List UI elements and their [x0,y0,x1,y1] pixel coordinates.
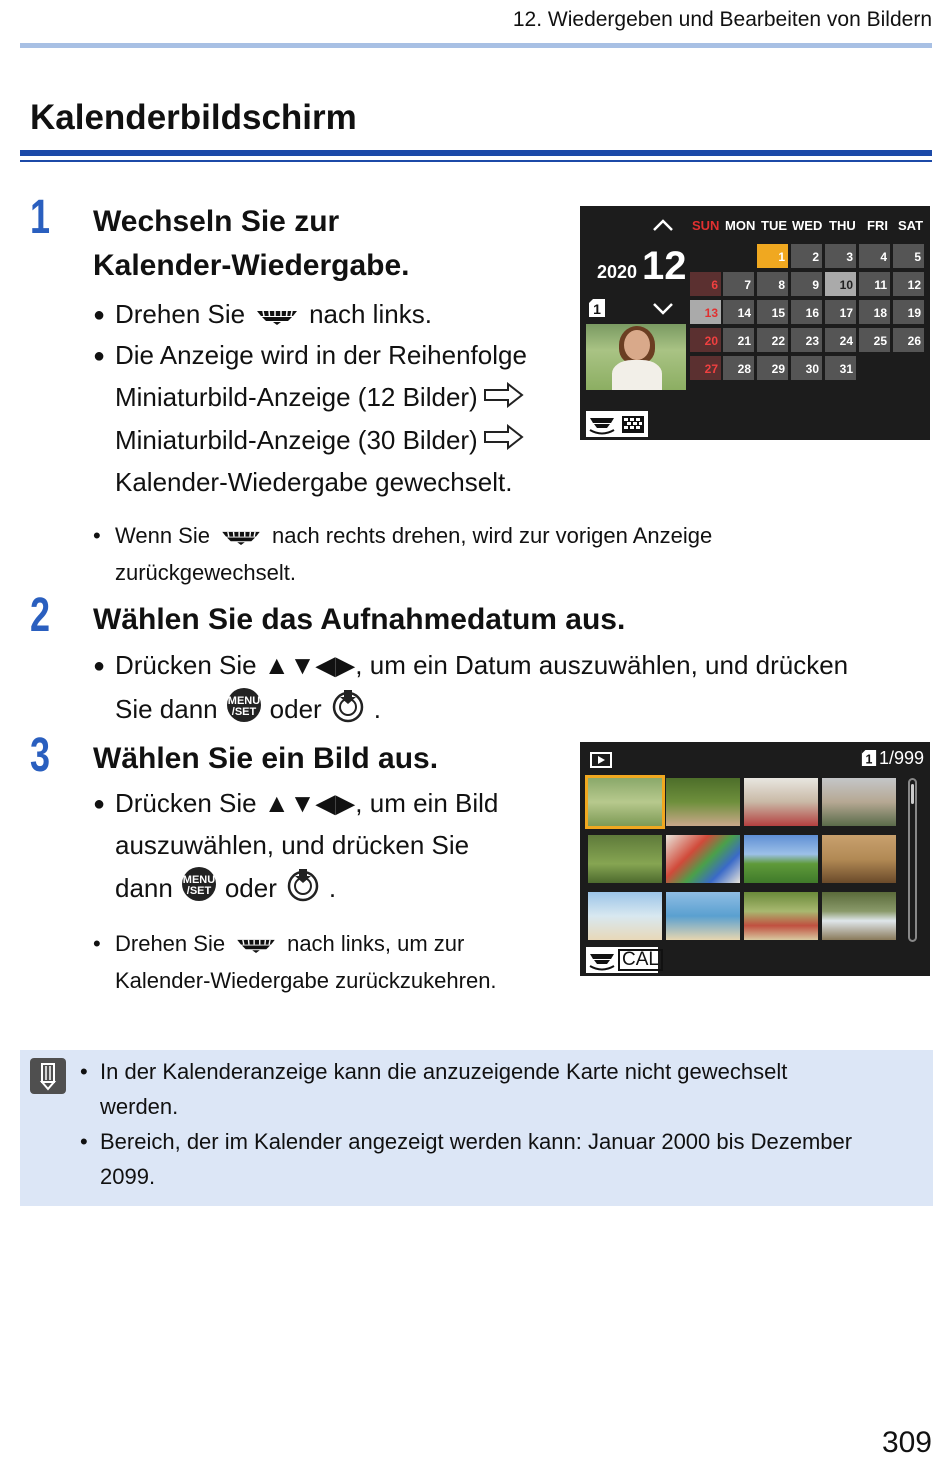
step-1-b1-post: nach links. [309,299,432,329]
calendar-preview-photo [586,324,686,390]
calendar-day-10[interactable]: 10 [825,272,856,296]
calendar-screen [580,206,930,440]
calendar-day-18[interactable]: 18 [859,300,890,324]
calendar-empty-cell [723,244,754,268]
weekday-wed: WED [792,218,823,233]
thumbnail-mode-bar [586,947,658,973]
thumbnail-11[interactable] [744,892,818,940]
calendar-day-2[interactable]: 2 [791,244,822,268]
calendar-day-12[interactable]: 12 [893,272,924,296]
calendar-year: 2020 [597,262,638,282]
step-1-bullet-2 [93,335,527,503]
calendar-day-11[interactable]: 11 [859,272,890,296]
section-divider [20,150,932,156]
small-bullet-icon: • [80,1059,88,1084]
step-3-b1-l2: auszuwählen, und drücken Sie [115,830,470,860]
notes-box [20,1050,933,1206]
rear-dial-icon [257,296,297,337]
thumbnail-9[interactable] [588,892,662,940]
thumbnail-screen [580,742,930,976]
note-2-line-1: Bereich, der im Kalender angezeigt werden kann: Januar 2000 bis Dezember [100,1129,853,1154]
calendar-day-30[interactable]: 30 [791,356,822,380]
thumbnail-2[interactable] [666,778,740,826]
menu-set-label-bottom: /SET [186,885,212,897]
step-3-b1-l3-mid: oder [224,872,277,903]
calendar-day-28[interactable]: 28 [723,356,754,380]
calendar-empty-cell [690,244,721,268]
menu-set-label-top: MENU [182,874,216,886]
calendar-mode-bar [586,411,648,437]
note-1-line-1: In der Kalenderanzeige kann die anzuzeigende Karte nicht gewechselt [100,1059,788,1084]
step-1-bullet-1 [93,294,432,337]
calendar-day-29[interactable]: 29 [757,356,788,380]
thumbnail-8[interactable] [822,835,896,883]
step-1-b2-l2: Miniaturbild-Anzeige (12 Bilder) [115,382,478,412]
card-slot-icon [861,749,877,772]
step-1-note [93,518,712,590]
chapter-title: 12. Wiedergeben und Bearbeiten von Bildern [512,8,932,31]
bullet-dot-icon: ● [93,345,106,367]
arrow-right-icon [484,421,524,462]
step-1-title [93,200,409,288]
calendar-month: 12 [642,244,687,288]
image-counter-value: 1/999 [878,748,924,768]
thumbnail-7[interactable] [744,835,818,883]
menu-set-label-bottom: /SET [231,706,256,718]
step-2-b1-l2-pre: Sie dann [115,693,218,724]
calendar-day-24[interactable]: 24 [825,328,856,352]
calendar-day-17[interactable]: 17 [825,300,856,324]
weekday-fri: FRI [867,218,888,233]
thumbnail-scrollbar[interactable] [908,778,917,942]
step-1-number: 1 [30,191,51,244]
step-2-b1-l1: Drücken Sie ▲▼◀▶, um ein Datum auszuwählen, und drücken [115,650,849,680]
step-1-b2-l4: Kalender-Wiedergabe gewechselt. [115,467,513,498]
step-3-number: 3 [30,729,51,782]
step-1-title-line2: Kalender-Wiedergabe. [93,249,410,282]
section-title: Kalenderbildschirm [30,98,357,137]
chapter-divider [20,43,932,48]
calendar-day-3[interactable]: 3 [825,244,856,268]
control-dial-press-icon [285,866,321,914]
calendar-day-8[interactable]: 8 [757,272,788,296]
card-slot-label: 1 [593,301,601,317]
weekday-sat: SAT [898,218,924,233]
chevron-up-icon [652,218,674,237]
thumbnail-3[interactable] [744,778,818,826]
bullet-dot-icon: ● [93,655,106,677]
note-1-line-2: werden. [100,1094,179,1119]
calendar-day-25[interactable]: 25 [859,328,890,352]
calendar-day-20[interactable]: 20 [690,328,721,352]
calendar-day-22[interactable]: 22 [757,328,788,352]
calendar-day-4[interactable]: 4 [859,244,890,268]
thumbnail-12[interactable] [822,892,896,940]
bullet-dot-icon: ● [93,793,106,815]
chevron-down-icon [652,302,674,321]
calendar-day-1[interactable]: 1 [757,244,788,268]
pencil-note-icon [30,1058,66,1094]
step-3-note [93,926,497,998]
step-3-b1-l3-post: . [328,872,337,903]
step-3-title: Wählen Sie ein Bild aus. [93,742,439,775]
step-1-note-pre: Wenn Sie [115,523,210,548]
card-slot-icon [588,298,606,323]
step-2-title: Wählen Sie das Aufnahmedatum aus. [93,603,626,636]
note-2-line-2: 2099. [100,1164,156,1189]
step-3-note-l2: Kalender-Wiedergabe zurückzukehren. [115,967,497,993]
playback-icon [590,752,612,773]
section-divider-thin [20,160,932,162]
calendar-day-31[interactable]: 31 [825,356,856,380]
calendar-day-13[interactable]: 13 [690,300,721,324]
step-2-number: 2 [30,589,51,642]
calendar-day-14[interactable]: 14 [723,300,754,324]
step-3-b1-l3-pre: dann [115,872,173,903]
step-2-b1-l2-mid: oder [269,693,322,724]
weekday-mon: MON [725,218,756,233]
step-1-title-line1: Wechseln Sie zur [93,205,340,238]
small-bullet-icon: • [93,931,101,956]
rear-dial-icon [222,520,260,555]
calendar-day-27[interactable]: 27 [690,356,721,380]
step-3-note-post: nach links, um zur [287,931,465,956]
weekday-thu: THU [829,218,856,233]
thumbs-card-label: 1 [865,752,873,767]
page-number: 309 [881,1426,932,1459]
step-1-b1-pre: Drehen Sie [115,299,246,329]
step-1-note-post: nach rechts drehen, wird zur vorigen Anzeige [271,523,713,548]
calendar-day-23[interactable]: 23 [791,328,822,352]
step-3-bullet-1 [93,783,498,914]
notes-list [80,1054,925,1194]
rear-dial-icon [237,928,275,963]
thumbnail-4[interactable] [822,778,896,826]
thumbnail-10[interactable] [666,892,740,940]
thumbnail-6[interactable] [666,835,740,883]
control-dial-press-icon [330,687,366,735]
image-counter [861,748,924,772]
small-bullet-icon: • [93,523,101,548]
menu-set-button-icon [226,687,262,735]
calendar-day-21[interactable]: 21 [723,328,754,352]
calendar-day-19[interactable]: 19 [893,300,924,324]
menu-set-label-top: MENU [227,695,260,707]
calendar-day-15[interactable]: 15 [757,300,788,324]
step-1-b2-l3: Miniaturbild-Anzeige (30 Bilder) [115,424,478,455]
calendar-day-7[interactable]: 7 [723,272,754,296]
step-3-b1-l1: Drücken Sie ▲▼◀▶, um ein Bild [115,788,499,818]
weekday-tue: TUE [761,218,787,233]
calendar-day-9[interactable]: 9 [791,272,822,296]
thumbnail-1[interactable] [588,778,662,826]
calendar-day-5[interactable]: 5 [893,244,924,268]
step-1-b2-l1: Die Anzeige wird in der Reihenfolge [115,340,527,370]
step-2-b1-l2-post: . [373,693,381,724]
thumbnail-5[interactable] [588,835,662,883]
calendar-day-26[interactable]: 26 [893,328,924,352]
step-2-bullet-1 [93,645,848,735]
weekday-sun: SUN [692,218,720,233]
small-bullet-icon: • [80,1129,88,1154]
bullet-dot-icon: ● [93,304,106,326]
calendar-mode-label: CAL [618,949,663,971]
arrow-right-icon [484,379,524,420]
menu-set-button-icon [181,866,217,914]
step-3-note-pre: Drehen Sie [115,931,226,956]
step-1-note-l2: zurückgewechselt. [115,559,296,585]
calendar-day-6[interactable]: 6 [690,272,721,296]
calendar-day-16[interactable]: 16 [791,300,822,324]
